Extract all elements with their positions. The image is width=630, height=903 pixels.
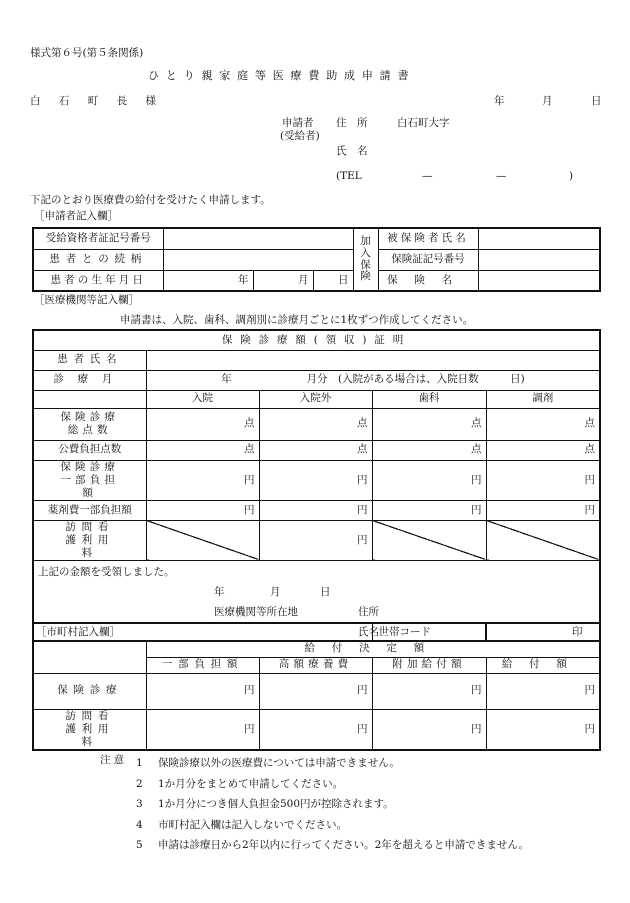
dob-label: 患者の生年月日: [33, 270, 163, 291]
note-number: 4: [136, 818, 143, 831]
applicant-table: [32, 227, 601, 292]
insurance-name-field[interactable]: [478, 270, 600, 291]
medical-section-label: ［医療機関等記入欄］: [34, 294, 139, 306]
patient-name-label: 患者氏名: [33, 350, 146, 370]
visiting-nurse-label: 訪問看護利用料: [33, 520, 146, 560]
receipt-text: 上記の金額を受領しました。: [38, 566, 175, 579]
municipal-insurance-copay[interactable]: 円: [146, 673, 259, 709]
note-text: 市町村記入欄は記入しないでください。: [158, 818, 347, 831]
column-header-blank: [33, 390, 146, 408]
insured-name-field[interactable]: [478, 228, 600, 249]
treatment-month-field[interactable]: [146, 370, 600, 390]
cert-number-field[interactable]: [163, 228, 353, 249]
municipal-header-blank: [33, 641, 146, 673]
note-item: [136, 755, 529, 776]
receipt-year: 年: [214, 586, 225, 599]
insurance-card-number-label: 保険証記号番号: [378, 249, 478, 270]
note-number: 1: [136, 757, 143, 769]
month-year-label: 年: [221, 373, 232, 386]
col-inpatient: 入院: [146, 390, 259, 408]
address-value: 白石町大字: [397, 117, 450, 129]
insurance-card-number-field[interactable]: [478, 249, 600, 270]
tel-dash-2: —: [496, 170, 507, 182]
date-day-label: 日: [591, 95, 602, 107]
drug-copay-label: 薬剤費一部負担額: [33, 500, 146, 520]
institution-name-label: 氏名: [358, 626, 379, 639]
note-item: [136, 837, 529, 858]
note-number: 2: [136, 777, 143, 790]
seal-mark: 印: [572, 626, 583, 639]
municipal-insurance-additional[interactable]: 円: [372, 673, 486, 709]
municipal-table: [32, 622, 601, 751]
total-points-pharmacy[interactable]: 点: [486, 408, 600, 440]
col-pharmacy: 調剤: [486, 390, 600, 408]
public-points-label: 公費負担点数: [33, 440, 146, 460]
receipt-day: 日: [320, 586, 331, 599]
visiting-nurse-dental-na: [372, 520, 486, 560]
col-dental: 歯科: [372, 390, 486, 408]
receipt-month: 月: [270, 586, 281, 599]
col-high-cost: 高額療養費: [259, 657, 372, 673]
applicant-label: 申請者: [282, 117, 314, 129]
public-points-pharmacy[interactable]: 点: [486, 440, 600, 460]
cert-number-label: 受給資格者証記号番号: [33, 228, 163, 249]
municipal-nurse-benefit[interactable]: 円: [486, 709, 600, 750]
copay-outpatient[interactable]: 円: [259, 460, 372, 500]
addressee: 白石町長様: [30, 95, 175, 107]
note-number: 5: [136, 839, 143, 851]
municipal-nurse-high-cost[interactable]: 円: [259, 709, 372, 750]
copay-pharmacy[interactable]: 円: [486, 460, 600, 500]
visiting-nurse-pharmacy-na: [486, 520, 600, 560]
name-label: 氏 名: [336, 145, 368, 157]
note-item: [136, 817, 529, 838]
municipal-section-label-cell: [33, 623, 372, 641]
date-year-label: 年: [494, 95, 505, 107]
total-points-outpatient[interactable]: 点: [259, 408, 372, 440]
household-code-label: 世帯コード: [372, 623, 486, 641]
form-title: ひとり親家庭等医療費助成申請書: [148, 69, 416, 82]
note-text: 1か月分につき個人負担金500円が控除されます。: [158, 798, 394, 810]
institution-address-label: 住所: [358, 606, 379, 619]
form-number: 様式第６号(第５条関係): [30, 47, 144, 59]
drug-copay-dental[interactable]: 円: [372, 500, 486, 520]
copay-dental[interactable]: 円: [372, 460, 486, 500]
month-text: 月分 (入院がある場合は、入院日数 日): [306, 373, 525, 386]
municipal-nurse-additional[interactable]: 円: [372, 709, 486, 750]
dob-day[interactable]: 日: [313, 270, 353, 291]
benefit-title: 給付決定額: [146, 641, 600, 657]
col-copay: 一部負担額: [146, 657, 259, 673]
municipal-insurance-label: 保険診療: [33, 673, 146, 709]
address-label: 住 所: [336, 117, 368, 129]
tel-close: ): [569, 170, 574, 182]
col-benefit-amount: 給付額: [486, 657, 600, 673]
treatment-month-label: 診療月: [33, 370, 146, 390]
tel-open: (TEL: [336, 170, 362, 182]
note-number: 3: [136, 798, 143, 810]
note-item: [136, 796, 529, 817]
public-points-dental[interactable]: 点: [372, 440, 486, 460]
note-text: 申請は診療日から2年以内に行ってください。2年を超えると申請できません。: [158, 839, 529, 851]
copay-label: 保険診療一部負担額: [33, 460, 146, 500]
recipient-label: (受給者): [280, 130, 320, 142]
copay-inpatient[interactable]: 円: [146, 460, 259, 500]
municipal-nurse-label: 訪問看護利用料: [33, 709, 146, 750]
total-points-label: 保険診療総点数: [33, 408, 146, 440]
visiting-nurse-inpatient-na: [146, 520, 259, 560]
medical-table-title: 保険診療額(領収)証明: [33, 330, 600, 350]
medical-instruction: 申請書は、入院、歯科、調剤別に診療月ごとに1枚ずつ作成してください。: [120, 314, 474, 326]
dob-month[interactable]: 月: [253, 270, 313, 291]
visiting-nurse-outpatient[interactable]: 円: [259, 520, 372, 560]
total-points-inpatient[interactable]: 点: [146, 408, 259, 440]
drug-copay-outpatient[interactable]: 円: [259, 500, 372, 520]
municipal-insurance-high-cost[interactable]: 円: [259, 673, 372, 709]
total-points-dental[interactable]: 点: [372, 408, 486, 440]
relationship-label: 患者との続柄: [33, 249, 163, 270]
date-month-label: 月: [542, 95, 553, 107]
insurance-name-label: 保険名: [378, 270, 478, 291]
drug-copay-inpatient[interactable]: 円: [146, 500, 259, 520]
patient-name-field[interactable]: [146, 350, 600, 370]
note-item: [136, 776, 529, 797]
municipal-insurance-benefit[interactable]: 円: [486, 673, 600, 709]
public-points-outpatient[interactable]: 点: [259, 440, 372, 460]
municipal-section-label: ［市町村記入欄］: [36, 625, 120, 638]
institution-label: 医療機関等所在地: [214, 606, 298, 619]
insured-name-label: 被保険者氏名: [378, 228, 478, 249]
applicant-section-label: ［申請者記入欄］: [34, 210, 118, 222]
household-code-field[interactable]: [486, 623, 600, 641]
relationship-field[interactable]: [163, 249, 353, 270]
notes-heading: 注意: [100, 754, 128, 766]
note-text: 保険診療以外の医療費については申請できません。: [158, 757, 400, 769]
municipal-nurse-copay[interactable]: 円: [146, 709, 259, 750]
drug-copay-pharmacy[interactable]: 円: [486, 500, 600, 520]
col-outpatient: 入院外: [259, 390, 372, 408]
public-points-inpatient[interactable]: 点: [146, 440, 259, 460]
medical-table: [32, 329, 601, 642]
note-text: 1か月分をまとめて申請してください。: [158, 777, 344, 790]
insurance-label: 加入保険: [353, 228, 378, 291]
dob-year[interactable]: 年: [163, 270, 253, 291]
request-text: 下記のとおり医療費の給付を受けたく申請します。: [30, 194, 271, 206]
notes-list: [136, 755, 529, 858]
col-additional-benefit: 附加給付額: [372, 657, 486, 673]
tel-dash-1: —: [422, 170, 433, 182]
